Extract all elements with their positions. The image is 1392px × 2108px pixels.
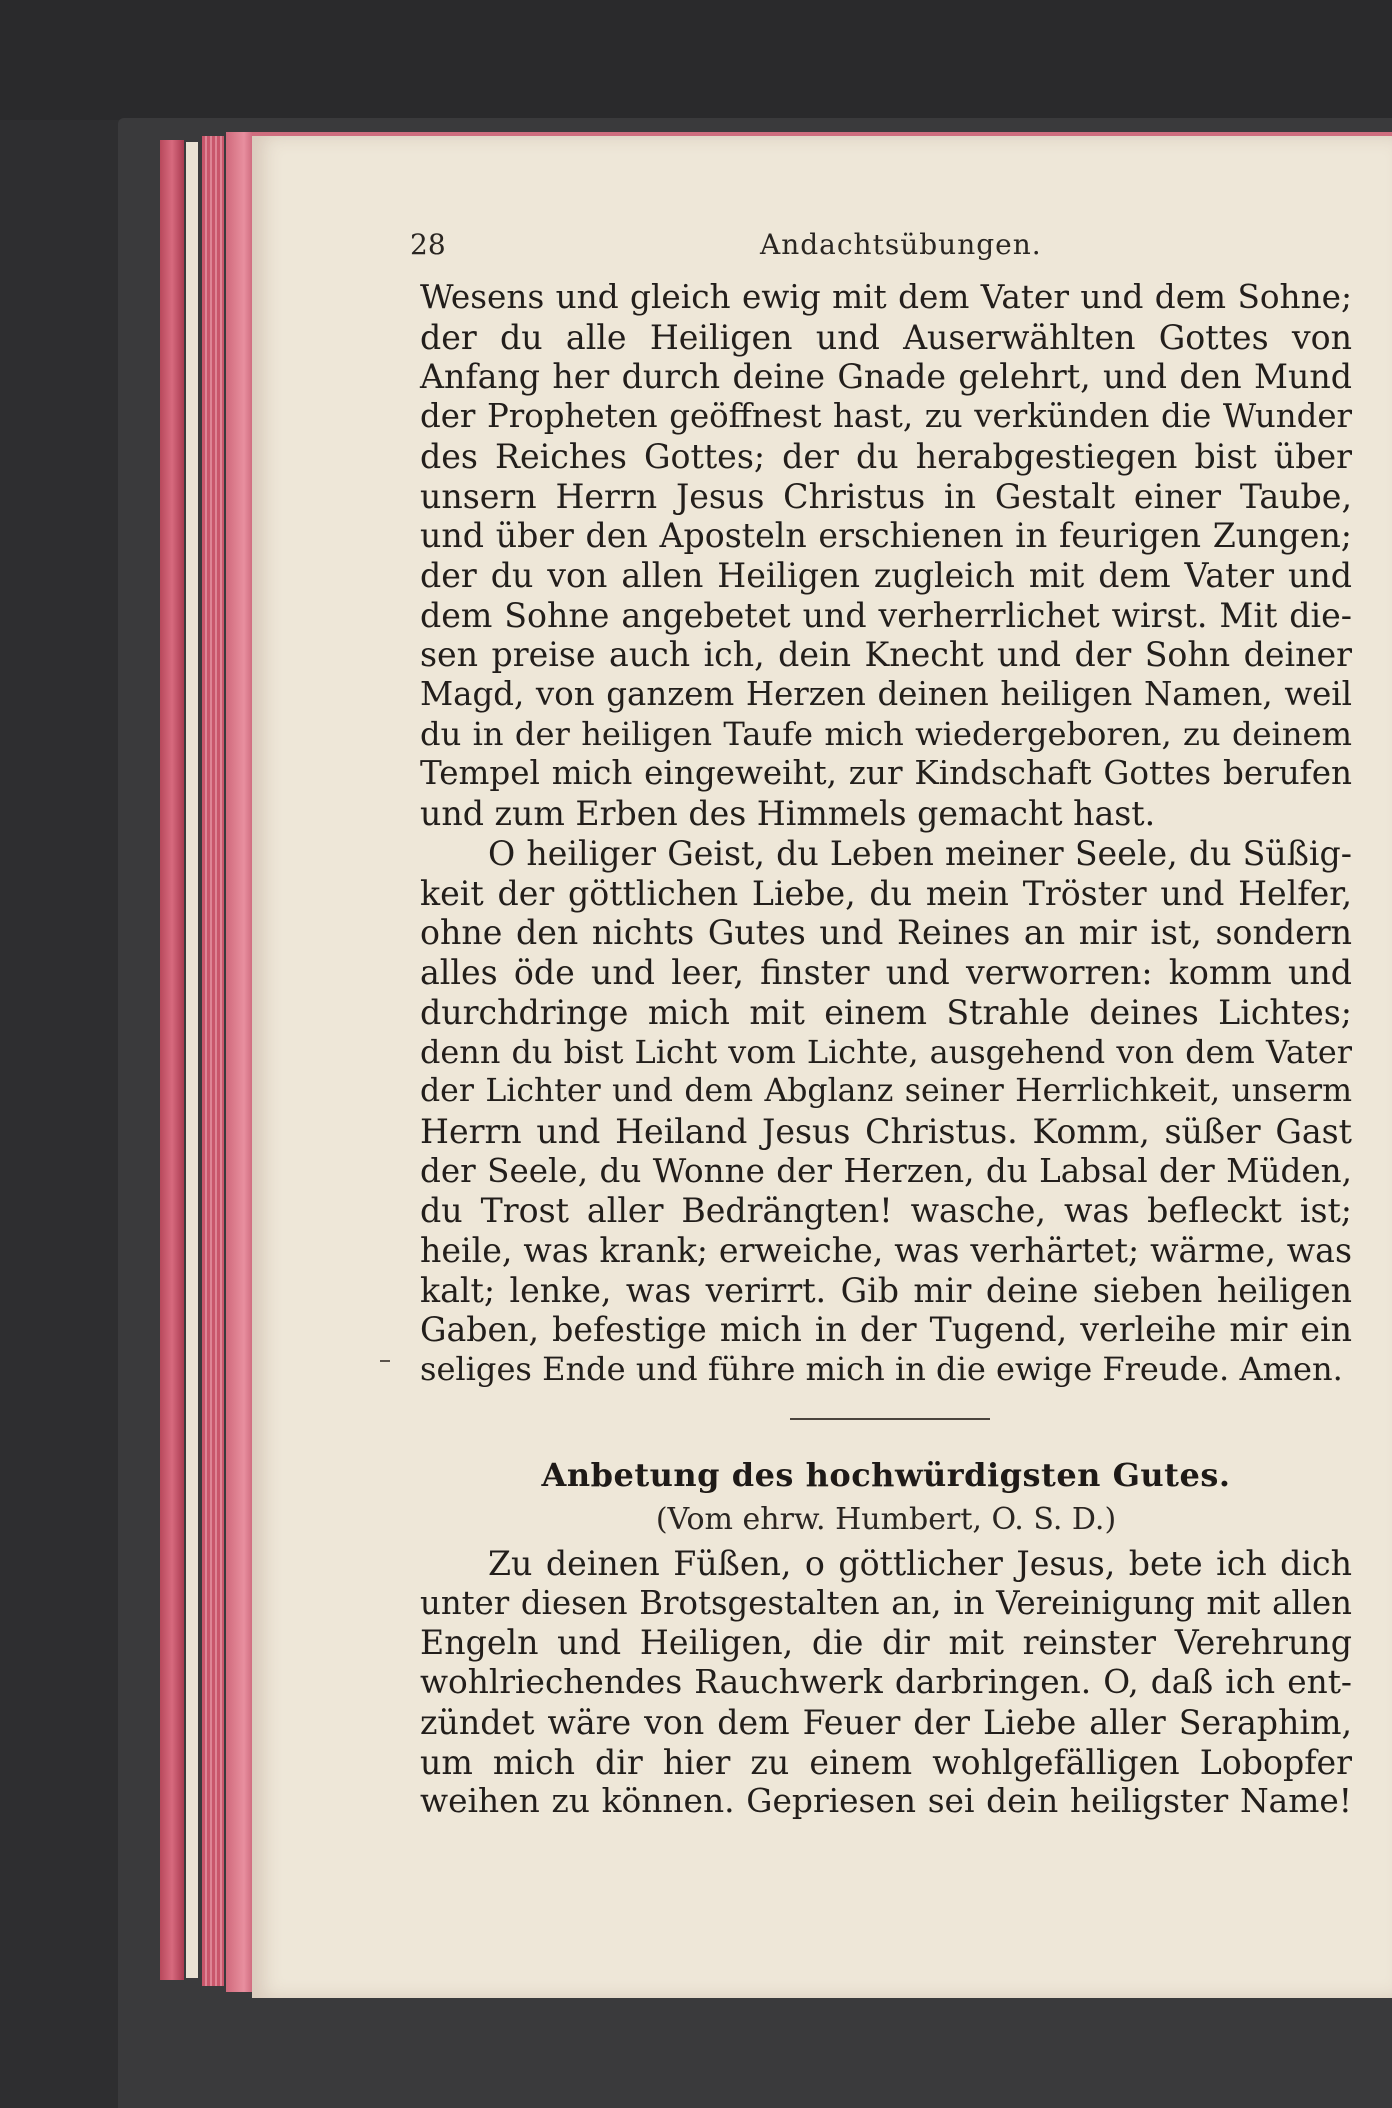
text-line: kalt; lenke, was verirrt. Gib mir deine sieben heiligen (420, 1270, 1352, 1310)
text-line: um mich dir hier zu einem wohlgefälligen Lobopfer (420, 1742, 1352, 1782)
text-line: O heiliger Geist, du Leben meiner Seele, du Süßig- (488, 834, 1352, 873)
text-line: heile, was krank; erweiche, was verhärtet; wärme, was (420, 1231, 1352, 1271)
running-title: Andachtsübungen. (760, 228, 1042, 261)
text-line: sen preise auch ich, dein Knecht und der Sohn deiner (420, 635, 1352, 675)
text-line: dem Sohne angebetet und verherrlichet wirst. Mit die- (420, 595, 1352, 635)
section-title: Anbetung des hochwürdigsten Gutes. (541, 1456, 1231, 1494)
text-line: des Reiches Gottes; der du herabgestiegen bist über (420, 436, 1352, 476)
text-line: weihen zu können. Gepriesen sei dein heiligster Name! (420, 1782, 1352, 1821)
text-line: der Lichter und dem Abglanz seiner Herrlichkeit, unserm (420, 1073, 1352, 1110)
text-line: der du alle Heiligen und Auserwählten Gottes von (420, 317, 1352, 357)
text-line: Wesens und gleich ewig mit dem Vater und dem Sohne; (420, 278, 1352, 316)
text-line: wohlriechendes Rauchwerk darbringen. O, daß ich ent- (420, 1663, 1352, 1702)
text-line: du in der heiligen Taufe mich wiedergeboren, zu deinem (420, 714, 1352, 753)
text-line: Tempel mich eingeweiht, zur Kindschaft Gottes berufen (420, 754, 1352, 793)
page-stack-edges (202, 136, 224, 1986)
text-line: Herrn und Heiland Jesus Christus. Komm, süßer Gast (420, 1111, 1352, 1151)
text-line: zündet wäre von dem Feuer der Liebe aller Seraphim, (420, 1702, 1352, 1742)
page-edge-red (160, 140, 184, 1980)
page-edge-white (186, 142, 198, 1978)
text-line: der du von allen Heiligen zugleich mit dem Vater und (420, 555, 1352, 595)
text-line: ohne den nichts Gutes und Reines an mir ist, sondern (420, 913, 1352, 953)
text-line: seliges Ende und führe mich in die ewige Freude. Amen. (420, 1350, 1343, 1389)
text-line: Engeln und Heiligen, die dir mit reinster Verehrung (420, 1623, 1352, 1663)
text-line: Magd, von ganzem Herzen deinen heiligen Namen, weil (420, 675, 1352, 714)
text-line: Zu deinen Füßen, o göttlicher Jesus, bete ich dich (488, 1544, 1352, 1583)
paragraph-2 (420, 834, 1352, 1390)
paragraph-3 (420, 1544, 1352, 1822)
dark-background (0, 0, 1392, 120)
text-line: unsern Herrn Jesus Christus in Gestalt einer Taube, (420, 476, 1352, 516)
text-line: denn du bist Licht vom Lichte, ausgehend von dem Vater (420, 1032, 1352, 1071)
text-line: unter diesen Brotsgestalten an, in Vereinigung mit allen (420, 1583, 1352, 1622)
text-line: Anfang her durch deine Gnade gelehrt, und den Mund (420, 357, 1352, 397)
text-line: Gaben, befestige mich in der Tugend, verleihe mir ein (420, 1310, 1352, 1350)
section-divider (790, 1418, 990, 1420)
text-line: alles öde und leer, finster und verworren: komm und (420, 953, 1352, 993)
text-line: keit der göttlichen Liebe, du mein Tröster und Helfer, (420, 873, 1352, 913)
margin-mark (380, 1360, 390, 1362)
section-attribution: (Vom ehrw. Humbert, O. S. D.) (655, 1502, 1117, 1537)
text-line: durchdringe mich mit einem Strahle deines Lichtes; (420, 992, 1352, 1032)
page-number: 28 (410, 228, 446, 261)
text-line: und über den Aposteln erschienen in feurigen Zungen; (420, 516, 1352, 556)
page-header (410, 228, 1310, 268)
text-line: und zum Erben des Himmels gemacht hast. (420, 794, 1156, 834)
text-line: du Trost aller Bedrängten! wasche, was befleckt ist; (420, 1191, 1352, 1231)
text-line: der Seele, du Wonne der Herzen, du Labsal der Müden, (420, 1151, 1352, 1190)
paragraph-1 (420, 278, 1352, 834)
text-line: der Propheten geöffnest hast, zu verkünden die Wunder (420, 397, 1352, 436)
